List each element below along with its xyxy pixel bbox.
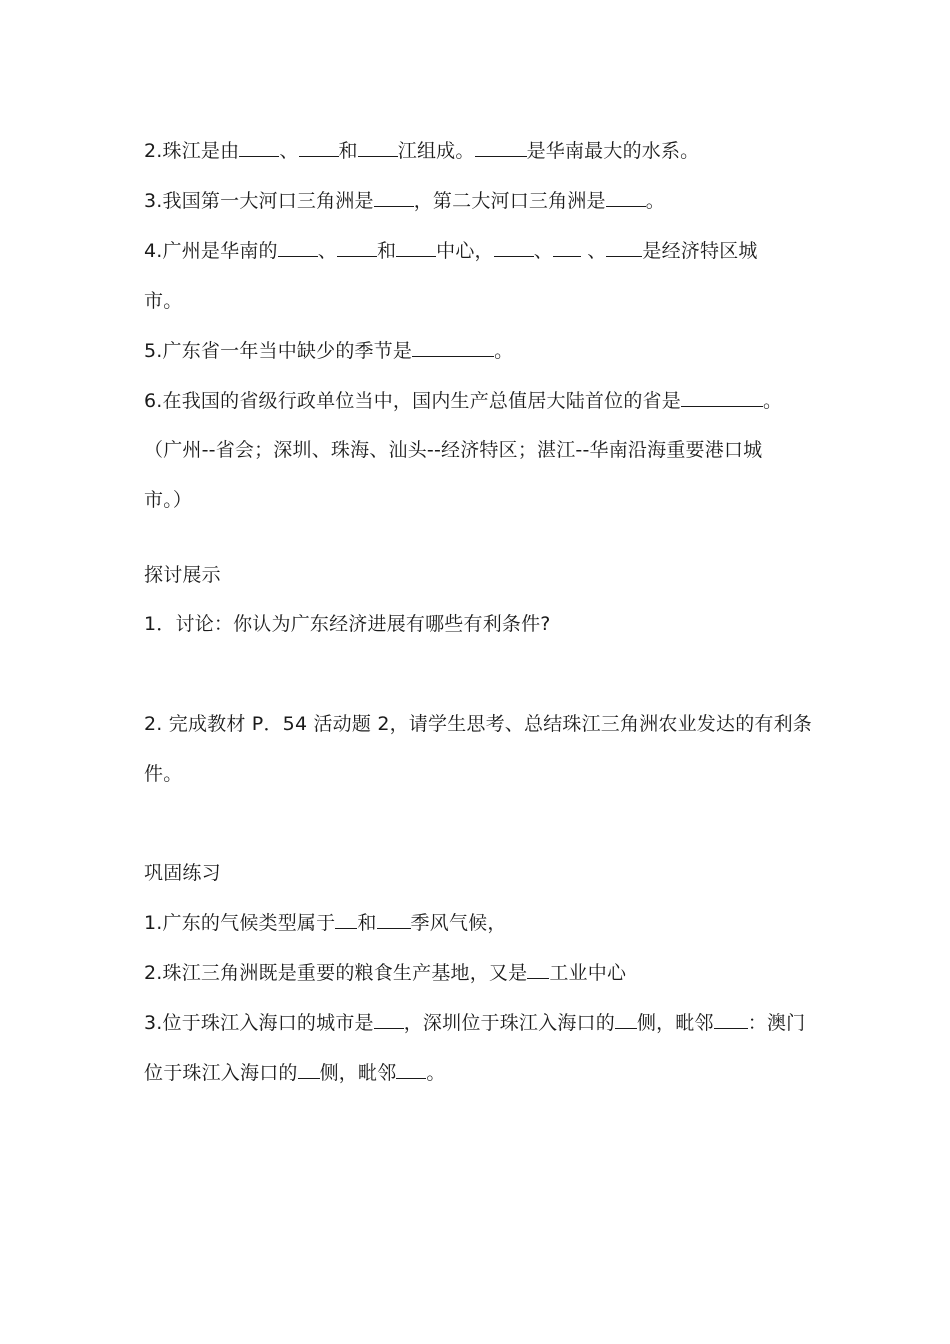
fill-in-blank[interactable] xyxy=(494,238,534,257)
text-line-practice-3-cont xyxy=(144,1060,809,1086)
fill-in-blank[interactable] xyxy=(396,1060,426,1079)
fill-in-blank[interactable] xyxy=(615,1010,637,1029)
text-segment: 中心， xyxy=(436,240,494,262)
text-segment: 件。 xyxy=(144,763,183,785)
fill-in-blank[interactable] xyxy=(527,960,549,979)
fill-in-blank[interactable] xyxy=(278,238,318,257)
fill-in-blank[interactable] xyxy=(239,138,279,157)
text-line-note-cont xyxy=(144,487,809,513)
fill-in-blank[interactable] xyxy=(606,188,646,207)
text-segment: 。 xyxy=(645,190,665,212)
fill-in-blank[interactable] xyxy=(553,238,581,257)
text-segment: ，第二大河口三角洲是 xyxy=(413,190,606,212)
text-line-q5 xyxy=(144,338,809,364)
text-segment: 、 xyxy=(580,240,607,262)
text-segment: 5.广东省一年当中缺少的季节是 xyxy=(144,340,413,362)
text-segment: 位于珠江入海口的 xyxy=(144,1062,298,1084)
text-segment: 侧，毗邻 xyxy=(319,1062,397,1084)
text-segment: 市。 xyxy=(144,290,183,312)
text-line-q4 xyxy=(144,238,809,264)
fill-in-blank[interactable] xyxy=(681,388,763,407)
text-segment: 江组成。 xyxy=(397,140,475,162)
fill-in-blank[interactable] xyxy=(335,910,357,929)
text-segment: ：澳门 xyxy=(747,1012,806,1034)
fill-in-blank[interactable] xyxy=(374,1010,404,1029)
fill-in-blank[interactable] xyxy=(606,238,642,257)
fill-in-blank[interactable] xyxy=(358,138,398,157)
fill-in-blank[interactable] xyxy=(396,238,436,257)
text-line-discussion-2-cont xyxy=(144,761,809,787)
text-segment: 是经济特区城 xyxy=(642,240,758,262)
text-segment: 3.我国第一大河口三角洲是 xyxy=(144,190,374,212)
fill-in-blank[interactable] xyxy=(412,338,494,357)
fill-in-blank[interactable] xyxy=(714,1010,748,1029)
fill-in-blank[interactable] xyxy=(377,910,411,929)
text-segment: 和 xyxy=(376,240,397,262)
text-segment: 3.位于珠江入海口的城市是 xyxy=(144,1012,374,1034)
section-heading-practice xyxy=(144,860,809,886)
fill-in-blank[interactable] xyxy=(374,188,414,207)
text-segment: 4.广州是华南的 xyxy=(144,240,278,262)
text-line-practice-1 xyxy=(144,910,809,936)
text-segment: 1．讨论：你认为广东经济进展有哪些有利条件? xyxy=(144,613,551,635)
fill-in-blank[interactable] xyxy=(298,1060,320,1079)
text-segment: （广州--省会；深圳、珠海、汕头--经济特区；湛江--华南沿海重要港口城 xyxy=(144,439,763,461)
text-segment: 和 xyxy=(338,140,358,162)
text-segment: 和 xyxy=(357,912,377,934)
text-segment: 2. 完成教材 P．54 活动题 2，请学生思考、总结珠江三角洲农业发达的有利条 xyxy=(144,713,813,735)
text-segment: 、 xyxy=(533,240,553,262)
text-segment: 、 xyxy=(279,140,299,162)
text-segment: 、 xyxy=(317,240,337,262)
text-segment: 。 xyxy=(762,390,783,412)
text-segment: 1.广东的气候类型属于 xyxy=(144,912,336,934)
text-segment: 工业中心 xyxy=(549,962,627,984)
text-line-practice-2 xyxy=(144,960,809,986)
text-segment: 2.珠江是由 xyxy=(144,140,240,162)
fill-in-blank[interactable] xyxy=(337,238,377,257)
section-heading-discussion xyxy=(144,562,809,588)
text-segment: 。 xyxy=(494,340,514,362)
text-segment: 2.珠江三角洲既是重要的粮食生产基地，又是 xyxy=(144,962,528,984)
text-segment: 是华南最大的水系。 xyxy=(526,140,700,162)
text-line-q4-cont xyxy=(144,288,809,314)
text-line-q2 xyxy=(144,138,809,164)
text-line-discussion-2 xyxy=(144,711,813,737)
text-line-note xyxy=(144,437,809,463)
text-segment: 侧，毗邻 xyxy=(636,1012,714,1034)
text-segment: 季风气候， xyxy=(410,912,507,934)
text-segment: 探讨展示 xyxy=(144,564,221,586)
text-line-q3 xyxy=(144,188,809,214)
text-segment: 巩固练习 xyxy=(144,862,221,884)
text-line-discussion-1 xyxy=(144,611,809,637)
text-segment: 6.在我国的省级行政单位当中，国内生产总值居大陆首位的省是 xyxy=(144,390,681,412)
text-line-q6 xyxy=(144,388,809,414)
text-segment: ，深圳位于珠江入海口的 xyxy=(403,1012,615,1034)
text-segment: 。 xyxy=(426,1062,446,1084)
fill-in-blank[interactable] xyxy=(475,138,527,157)
text-line-practice-3 xyxy=(144,1010,809,1036)
fill-in-blank[interactable] xyxy=(299,138,339,157)
text-segment: 市。） xyxy=(144,489,193,511)
